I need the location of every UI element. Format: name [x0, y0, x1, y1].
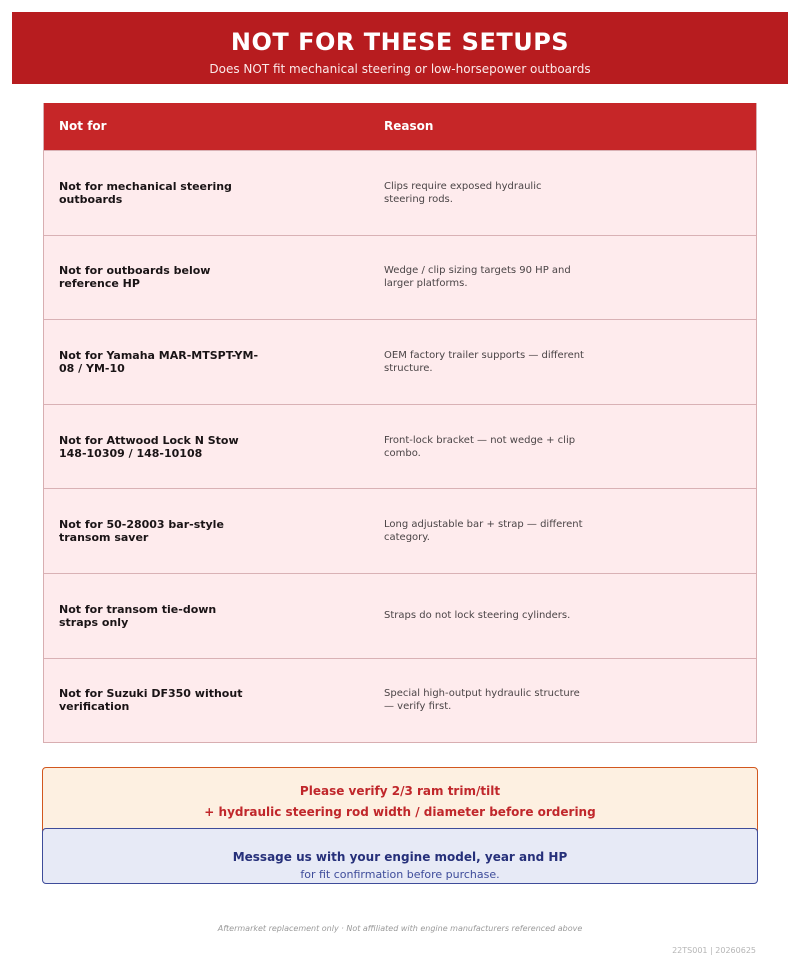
- message-line-1: Message us with your engine model, year and HP: [232, 850, 568, 864]
- verify-warning-box: [42, 767, 758, 835]
- warning-line-1: Please verify 2/3 ram trim/tilt: [299, 784, 501, 798]
- row-reason: Clips require exposed hydraulic steering rods.: [384, 180, 542, 205]
- page-title: NOT FOR THESE SETUPS: [230, 28, 570, 56]
- table-row: [44, 573, 756, 658]
- row-not-for: Not for outboards below reference HP: [59, 264, 211, 291]
- table-row: [44, 235, 756, 320]
- row-reason: Long adjustable bar + strap — different category.: [384, 519, 583, 544]
- column-header-reason: Reason: [384, 119, 434, 133]
- row-not-for: Not for Suzuki DF350 without verification: [59, 687, 243, 714]
- row-reason: Straps do not lock steering cylinders.: [384, 610, 571, 622]
- table-header: [44, 103, 756, 150]
- column-header-not-for: Not for: [59, 119, 107, 133]
- row-not-for: Not for transom tie-down straps only: [59, 602, 217, 629]
- table-row: [44, 488, 756, 573]
- row-not-for: Not for mechanical steering outboards: [59, 179, 232, 206]
- incompatibility-table: [43, 103, 757, 743]
- row-not-for: Not for Yamaha MAR-MTSPT-YM-08 / YM-10: [59, 348, 259, 375]
- row-reason: OEM factory trailer supports — different structure.: [384, 349, 584, 374]
- row-not-for: Not for 50-28003 bar-style transom saver: [59, 518, 224, 545]
- table-row: [44, 658, 756, 743]
- table-row: [44, 319, 756, 404]
- disclaimer-footnote: Aftermarket replacement only · Not affiliated with engine manufacturers referenced above: [217, 924, 583, 933]
- page-subtitle: Does NOT fit mechanical steering or low-horsepower outboards: [209, 62, 591, 76]
- row-not-for: Not for Attwood Lock N Stow 148-10309 / 148-10108: [59, 433, 239, 460]
- document-code: 22TS001 | 20260625: [672, 946, 756, 955]
- header-banner: [12, 12, 788, 84]
- row-reason: Wedge / clip sizing targets 90 HP and larger platforms.: [384, 265, 571, 290]
- row-reason: Special high-output hydraulic structure — verify first.: [384, 688, 580, 713]
- message-line-2: for fit confirmation before purchase.: [300, 868, 500, 881]
- contact-message-box: [42, 828, 758, 884]
- table-row: [44, 150, 756, 235]
- table-row: [44, 404, 756, 489]
- row-reason: Front-lock bracket — not wedge + clip combo.: [384, 434, 576, 459]
- warning-line-2: + hydraulic steering rod width / diameter before ordering: [204, 805, 596, 819]
